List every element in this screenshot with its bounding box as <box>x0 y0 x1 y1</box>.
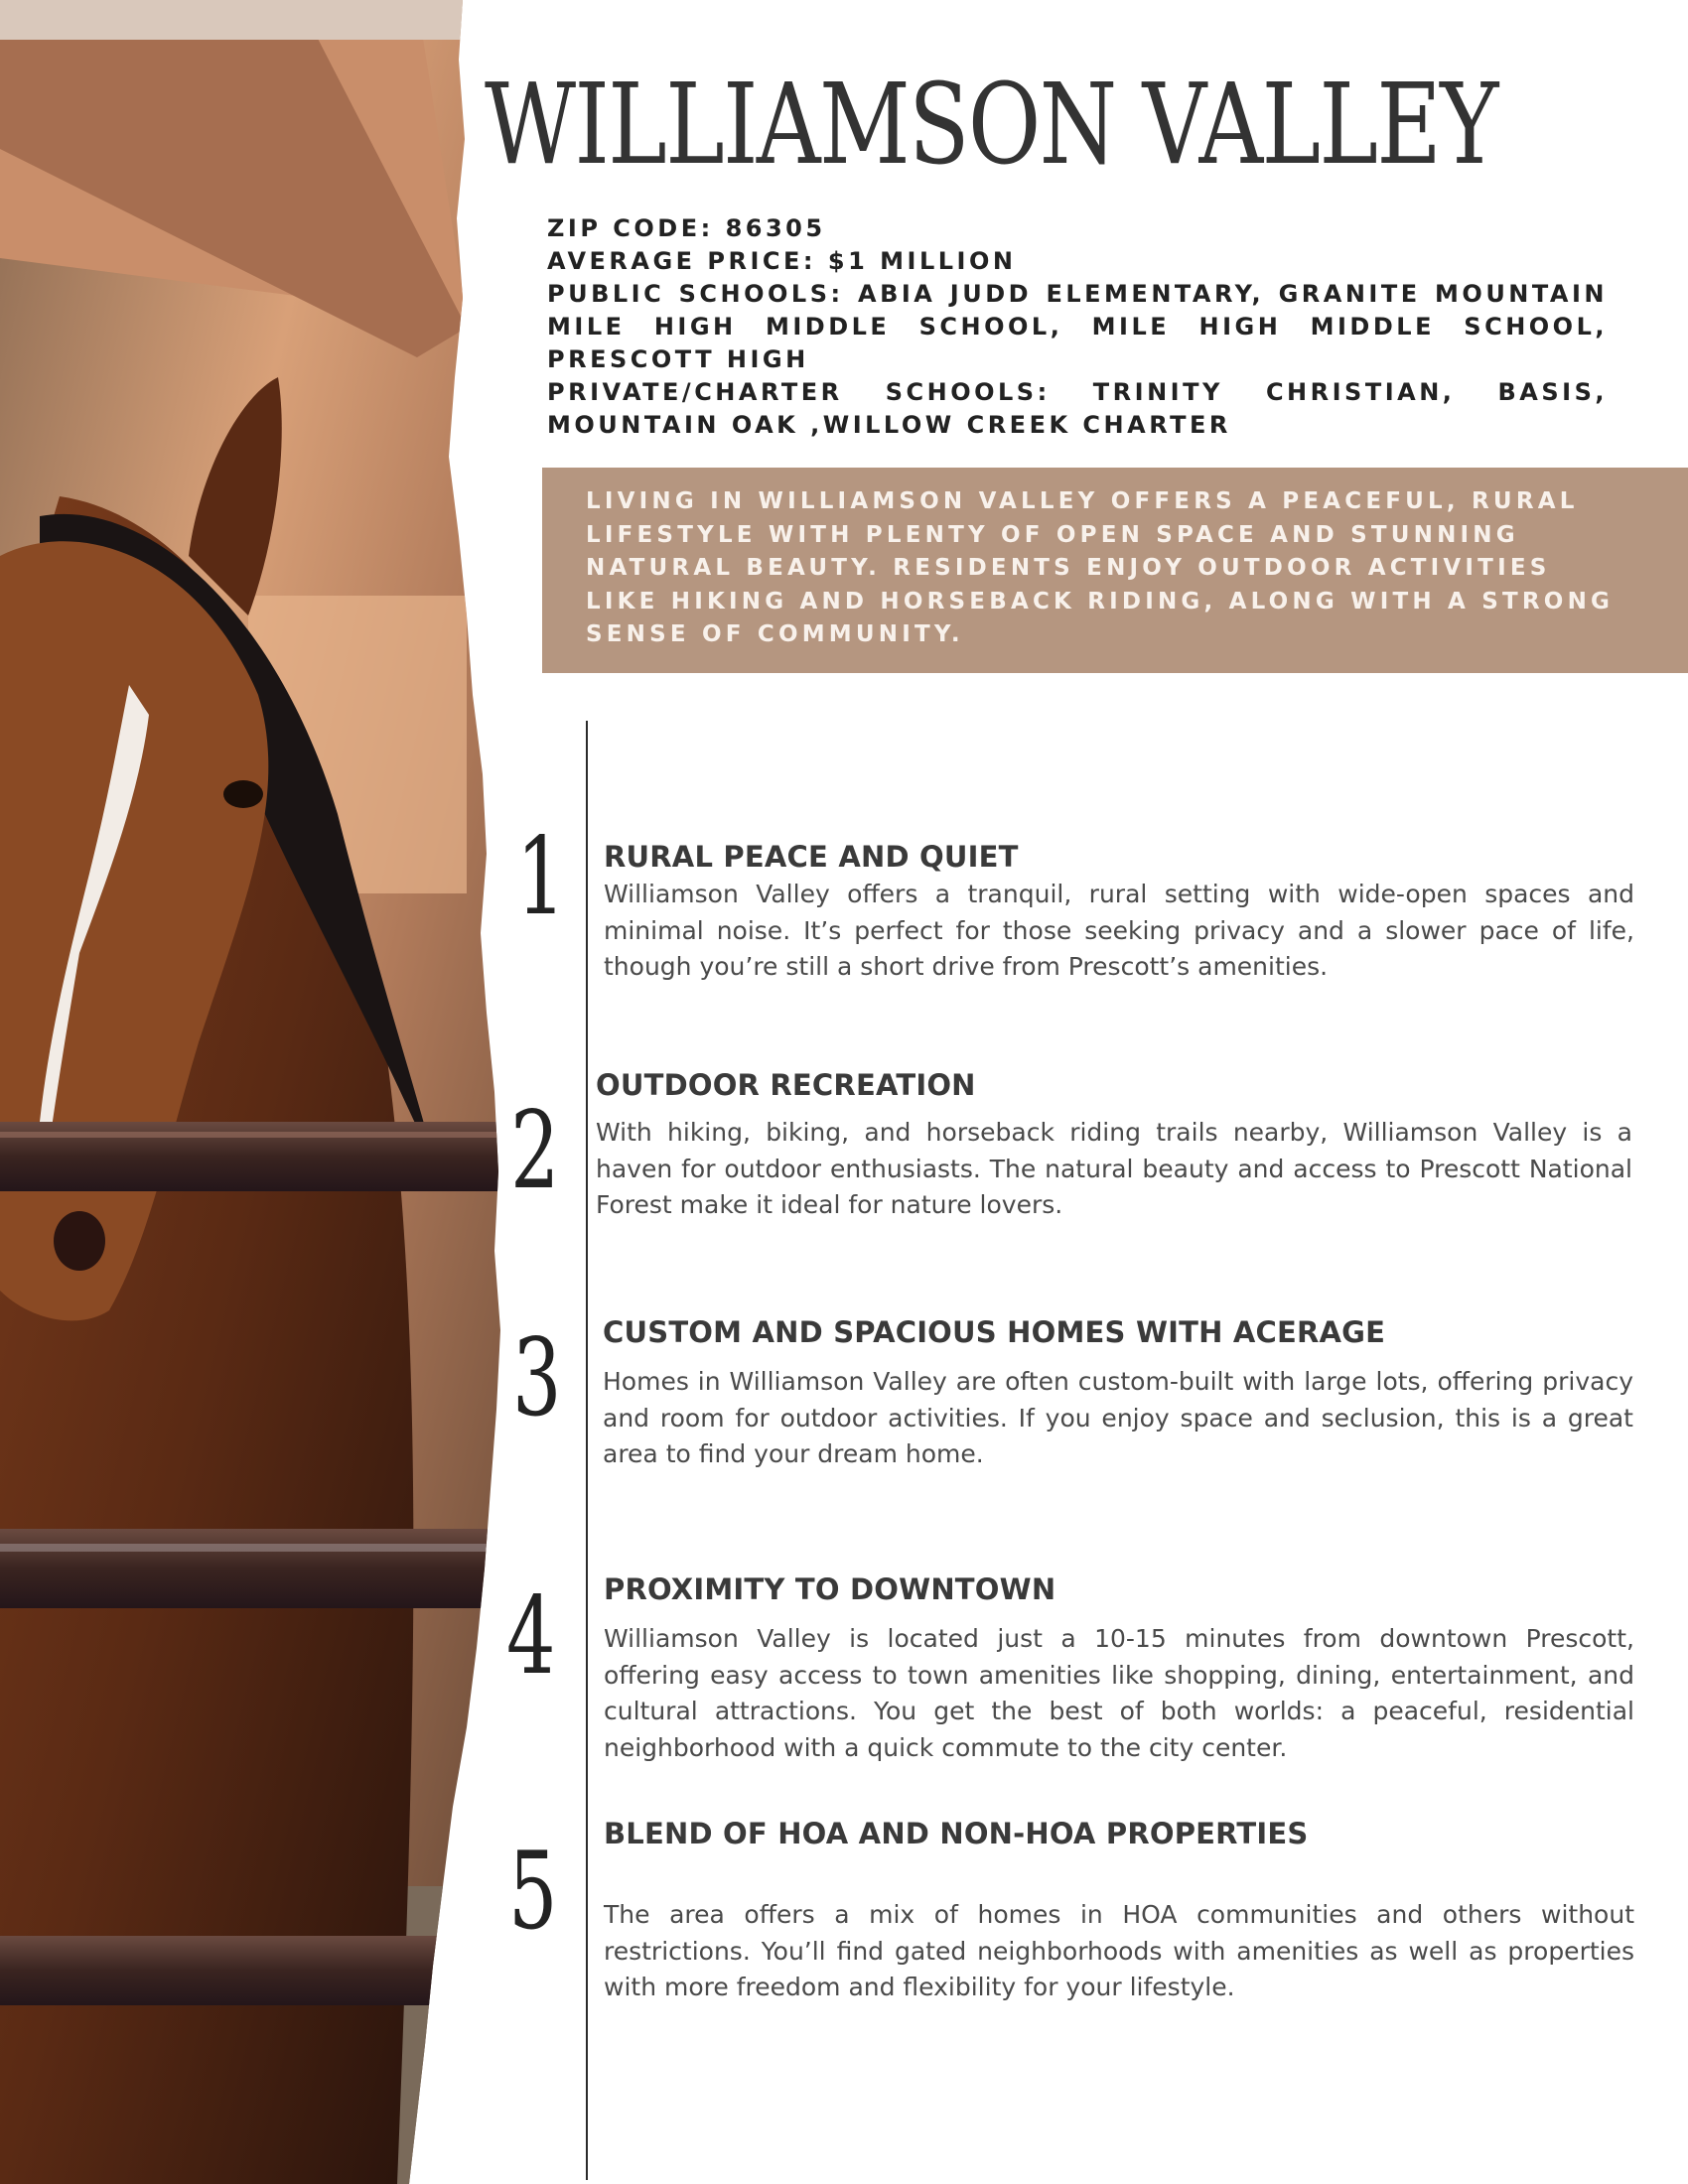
list-item <box>604 1814 1634 2006</box>
item-body: The area offers a mix of homes in HOA communities and others without restrictions. You’ll find gated neighborhoods with amenities as well as properties with more freedom and flexibility for your lifestyle. <box>604 1900 1634 2001</box>
zip-code: ZIP CODE: 86305 <box>547 214 826 242</box>
intro-box <box>542 468 1688 673</box>
average-price: AVERAGE PRICE: $1 MILLION <box>547 247 1017 275</box>
private-schools-line-1: PRIVATE/CHARTER SCHOOLS: TRINITY CHRISTIAN, BASIS, <box>547 378 1608 406</box>
item-number-5: 5 <box>508 1830 558 1954</box>
list-item <box>604 1570 1634 1766</box>
timeline-divider <box>586 721 588 2180</box>
private-schools-line-2: MOUNTAIN OAK ,WILLOW CREEK CHARTER <box>547 411 1231 439</box>
item-heading: BLEND OF HOA AND NON-HOA PROPERTIES <box>604 1817 1309 1850</box>
list-item <box>604 837 1634 986</box>
public-schools-line-2: MILE HIGH MIDDLE SCHOOL, MILE HIGH MIDDLE SCHOOL, <box>547 313 1608 341</box>
page-title: WILLIAMSON VALLEY <box>485 61 1497 190</box>
list-item <box>603 1312 1633 1473</box>
item-heading: PROXIMITY TO DOWNTOWN <box>604 1572 1056 1606</box>
item-heading: OUTDOOR RECREATION <box>596 1068 976 1102</box>
item-body: Williamson Valley is located just a 10-15 minutes from downtown Prescott, offering easy access to town amenities like shopping, dining, entertainment, and cultural attractions. You get the best of both worlds: a peaceful, residential neighborhood with a quick commute to the city center. <box>604 1624 1634 1762</box>
facts-block <box>547 212 1608 442</box>
item-body: With hiking, biking, and horseback riding trails nearby, Williamson Valley is a haven for outdoor enthusiasts. The natural beauty and access to Prescott National Forest make it ideal for nature lovers. <box>596 1118 1632 1219</box>
public-schools-line-3: PRESCOTT HIGH <box>547 345 809 373</box>
item-number-3: 3 <box>512 1316 562 1440</box>
item-number-2: 2 <box>510 1089 560 1213</box>
item-body: Williamson Valley offers a tranquil, rural setting with wide-open spaces and minimal noise. It’s perfect for those seeking privacy and a slower pace of life, though you’re still a short drive from Prescott’s amenities. <box>604 880 1634 981</box>
item-number-1: 1 <box>516 815 566 939</box>
intro-text: LIVING IN WILLIAMSON VALLEY OFFERS A PEACEFUL, RURAL LIFESTYLE WITH PLENTY OF OPEN SPACE AND STUNNING NATURAL BEAUTY. RESIDENTS ENJOY OUTDOOR ACTIVITIES LIKE HIKING AND HORSEBACK RIDING, ALONG WITH A STRONG SENSE OF COMMUNITY. <box>586 488 1615 647</box>
public-schools-line-1: PUBLIC SCHOOLS: ABIA JUDD ELEMENTARY, GRANITE MOUNTAIN <box>547 280 1608 308</box>
horse-photo <box>0 0 516 2184</box>
item-body: Homes in Williamson Valley are often custom-built with large lots, offering privacy and room for outdoor activities. If you enjoy space and seclusion, this is a great area to find your dream home. <box>603 1367 1633 1468</box>
item-heading: RURAL PEACE AND QUIET <box>604 840 1019 874</box>
item-number-4: 4 <box>506 1574 556 1699</box>
item-heading: CUSTOM AND SPACIOUS HOMES WITH ACERAGE <box>603 1315 1386 1349</box>
list-item <box>596 1065 1632 1224</box>
